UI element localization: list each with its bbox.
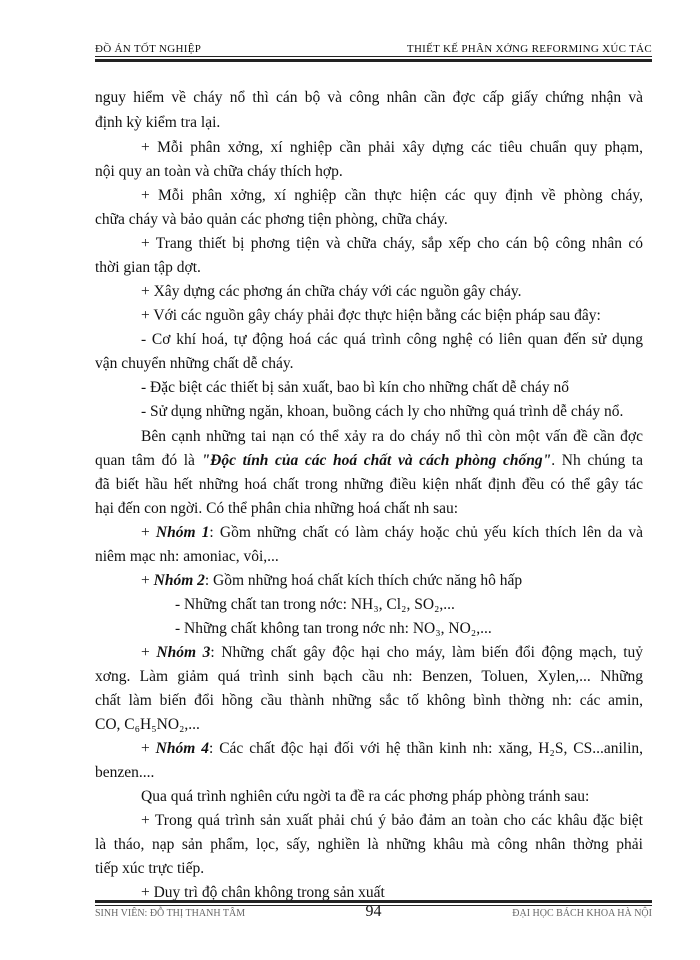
footer-left: SINH VIÊN: ĐỖ THỊ THANH TÂM	[95, 908, 246, 919]
group-label: Nhóm 1	[155, 524, 210, 541]
bold-title: "Độc tính của các hoá chất và cách phòng chống"	[201, 452, 552, 469]
page-header	[95, 41, 652, 61]
text-fragment: quan tâm đó là	[95, 452, 202, 469]
plus-mark: +	[141, 572, 154, 589]
text-line: vận chuyển những chất dễ cháy.	[95, 355, 294, 372]
text-line: - Sử dụng những ngăn, khoan, buồng cách ly cho những quá trình dễ cháy nổ.	[141, 403, 624, 420]
text-line: + Mỗi phân xởng, xí nghiệp cần phải xây dựng các tiêu chuẩn quy phạm,	[141, 139, 643, 156]
text-line: - Những chất không tan trong nớc nh: NO₃, NO₂,...	[175, 620, 492, 637]
group-1-heading	[141, 523, 643, 543]
text-line: Bên cạnh những tai nạn có thể xảy ra do cháy nổ thì còn một vấn đề cần đợc	[141, 428, 643, 445]
text-line: đã biết hầu hết những hoá chất trong những điều kiện nhất định đều có thể gây tác	[95, 476, 643, 493]
text-line: + Xây dựng các phơng án chữa cháy với các nguồn gây cháy.	[141, 283, 522, 300]
text-line: niêm mạc nh: amoniac, vôi,...	[95, 548, 279, 565]
group-2-heading	[141, 571, 643, 591]
footer-right: ĐẠI HỌC BÁCH KHOA HÀ NỘI	[512, 908, 652, 919]
header-rule	[95, 56, 652, 57]
text-line: - Đặc biệt các thiết bị sản xuất, bao bì kín cho những chất dễ cháy nổ	[141, 379, 570, 396]
text-line: thời gian tập dợt.	[95, 259, 201, 276]
text-line: nội quy an toàn và chữa cháy thích hợp.	[95, 163, 343, 180]
text-line: - Những chất tan trong nớc: NH₃, Cl₂, SO₂,...	[175, 596, 455, 613]
group-label: Nhóm 4	[155, 740, 209, 757]
plus-mark: +	[141, 740, 156, 757]
text-line: tiếp xúc trực tiếp.	[95, 860, 205, 877]
text-line: chữa cháy và bảo quản các phơng tiện phòng, chữa cháy.	[95, 211, 448, 228]
text-line: xơng. Làm giảm quá trình sinh bạch cầu nh: Benzen, Toluen, Xylen,... Những	[95, 668, 643, 685]
text-line: - Cơ khí hoá, tự động hoá các quá trình công nghệ có liên quan đến sử dụng	[141, 331, 643, 348]
page-footer	[95, 900, 652, 940]
group-label: Nhóm 3	[156, 644, 211, 661]
text-line: + Trang thiết bị phơng tiện và chữa cháy, sắp xếp cho cán bộ công nhân có	[141, 235, 643, 252]
group-text: : Gồm những hoá chất kích thích chức năng hô hấp	[204, 572, 523, 589]
group-text: : Những chất gây độc hại cho máy, làm biến đổi động mạch, tuỷ	[210, 644, 644, 661]
group-text: : Các chất độc hại đối với hệ thần kinh nh: xăng, H₂S, CS...anilin,	[208, 740, 644, 757]
plus-mark: +	[141, 524, 156, 541]
text-line: CO, C₆H₅NO₂,...	[95, 716, 200, 733]
text-line: + Trong quá trình sản xuất phải chú ý bảo đảm an toàn cho các khâu đặc biệt	[141, 812, 643, 829]
group-4-heading	[141, 739, 643, 759]
group-label: Nhóm 2	[153, 572, 205, 589]
text-line: benzen....	[95, 764, 155, 781]
page-number: 94	[365, 903, 382, 920]
text-line: là tháo, nạp sản phẩm, lọc, sấy, nghiền là những khâu mà công nhân thờng phải	[95, 836, 643, 853]
text-line: hại đến con ngời. Có thể phân chia những hoá chất nh sau:	[95, 500, 459, 517]
text-line: + Mỗi phân xởng, xí nghiệp cần thực hiện các quy định về phòng cháy,	[141, 187, 643, 204]
text-line: + Duy trì độ chân không trong sản xuất	[141, 884, 385, 901]
text-line: chất làm biến đổi hồng cầu thành những sắc tố không bình thờng nh: các amin,	[95, 692, 643, 709]
text-fragment: . Nh chúng ta	[551, 452, 643, 469]
text-line: nguy hiểm về cháy nổ thì cán bộ và công nhân cần đợc cấp giấy chứng nhận và	[95, 89, 643, 106]
plus-mark: +	[141, 644, 157, 661]
text-line: định kỳ kiểm tra lại.	[95, 114, 221, 131]
group-3-heading	[141, 643, 643, 663]
header-rule-thick	[95, 59, 652, 62]
text-line: Qua quá trình nghiên cứu ngời ta đề ra các phơng pháp phòng tránh sau:	[141, 788, 590, 805]
text-line: + Với các nguồn gây cháy phải đợc thực hiện bằng các biện pháp sau đây:	[141, 307, 601, 324]
header-left: ĐỒ ÁN TỐT NGHIỆP	[95, 43, 202, 55]
group-text: : Gồm những chất có làm cháy hoặc chủ yếu kích thích lên da và	[209, 524, 644, 541]
text-line-emphasis	[95, 451, 643, 471]
header-right: THIẾT KẾ PHÂN XỞNG REFORMING XÚC TÁC	[406, 43, 652, 55]
